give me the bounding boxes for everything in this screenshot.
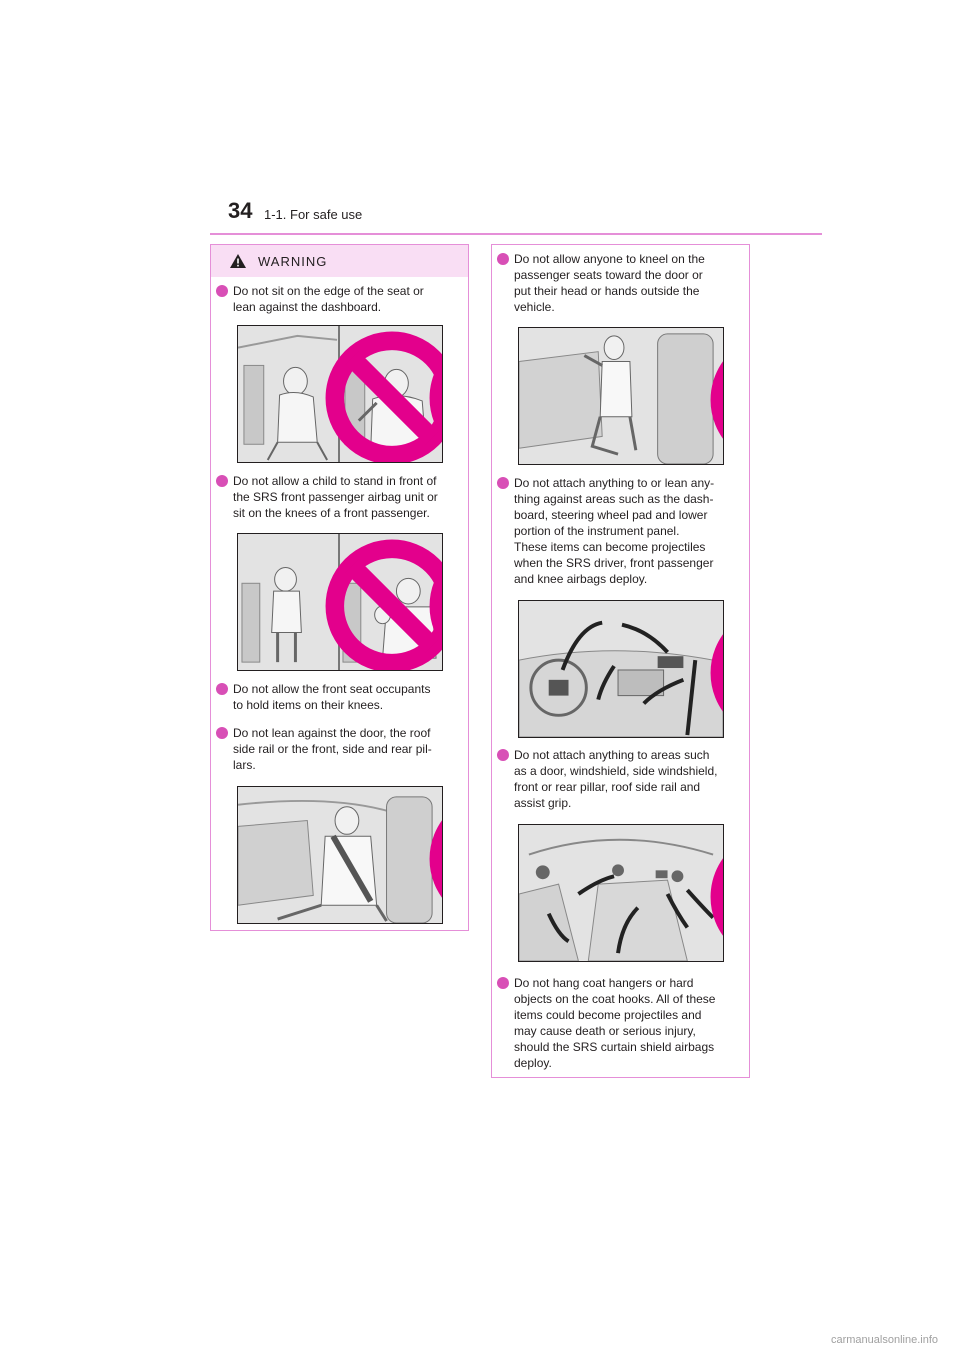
- warning-panel-right: [491, 244, 750, 1078]
- warning-item-text: Do not lean against the door, the roof side rail or the front, side and rear pil- lars.: [233, 726, 432, 772]
- illustration-child-airbag: [237, 533, 443, 671]
- prohibition-icon: [675, 332, 724, 465]
- warning-item-text: Do not allow the front seat occupants to hold items on their knees.: [233, 682, 431, 712]
- bullet-icon: [497, 749, 509, 761]
- prohibition-icon: [675, 829, 724, 962]
- prohibition-icon: [675, 605, 724, 738]
- bullet-icon: [497, 253, 509, 265]
- watermark: carmanualsonline.info: [830, 1334, 938, 1346]
- prohibition-icon: [394, 791, 443, 924]
- section-title: 1-1. For safe use: [264, 207, 363, 222]
- illustration-door-windshield: [518, 824, 724, 962]
- header-rule: [210, 233, 822, 235]
- warning-triangle-icon: [229, 253, 247, 269]
- illustration-kneel: [518, 327, 724, 465]
- warning-panel-left: [210, 244, 469, 931]
- bullet-icon: [216, 727, 228, 739]
- warning-title: WARNING: [258, 254, 328, 269]
- prohibition-icon: [394, 330, 443, 463]
- bullet-icon: [216, 683, 228, 695]
- warning-header: [211, 245, 468, 277]
- illustration-seat-edge: [237, 325, 443, 463]
- prohibition-icon: [394, 538, 443, 671]
- warning-item-text: Do not attach anything to areas such as a door, windshield, side windshield, front or rear pillar, roof side rail and assist grip.: [514, 748, 718, 810]
- warning-item-text: Do not sit on the edge of the seat or lean against the dashboard.: [233, 284, 424, 314]
- illustration-lean-door: [237, 786, 443, 924]
- bullet-icon: [216, 285, 228, 297]
- warning-item-text: Do not hang coat hangers or hard objects on the coat hooks. All of these items could become projectiles and may cause death or serious injury, should the SRS curtain shield airbags deploy.: [514, 976, 716, 1070]
- warning-item-text: Do not allow a child to stand in front of the SRS front passenger airbag unit or sit on the knees of a front passenger.: [233, 474, 438, 520]
- warning-item-text: Do not allow anyone to kneel on the passenger seats toward the door or put their head or hands outside the vehicle.: [514, 252, 705, 314]
- page-number: 34: [228, 198, 253, 223]
- bullet-icon: [497, 977, 509, 989]
- bullet-icon: [497, 477, 509, 489]
- warning-item-text: Do not attach anything to or lean any- thing against areas such as the dash- board, steering wheel pad and lower portion of the instrument panel. These items can become projectiles when the SRS driver, front passenger and knee airbags deploy.: [514, 476, 715, 586]
- illustration-dashboard-objects: [518, 600, 724, 738]
- bullet-icon: [216, 475, 228, 487]
